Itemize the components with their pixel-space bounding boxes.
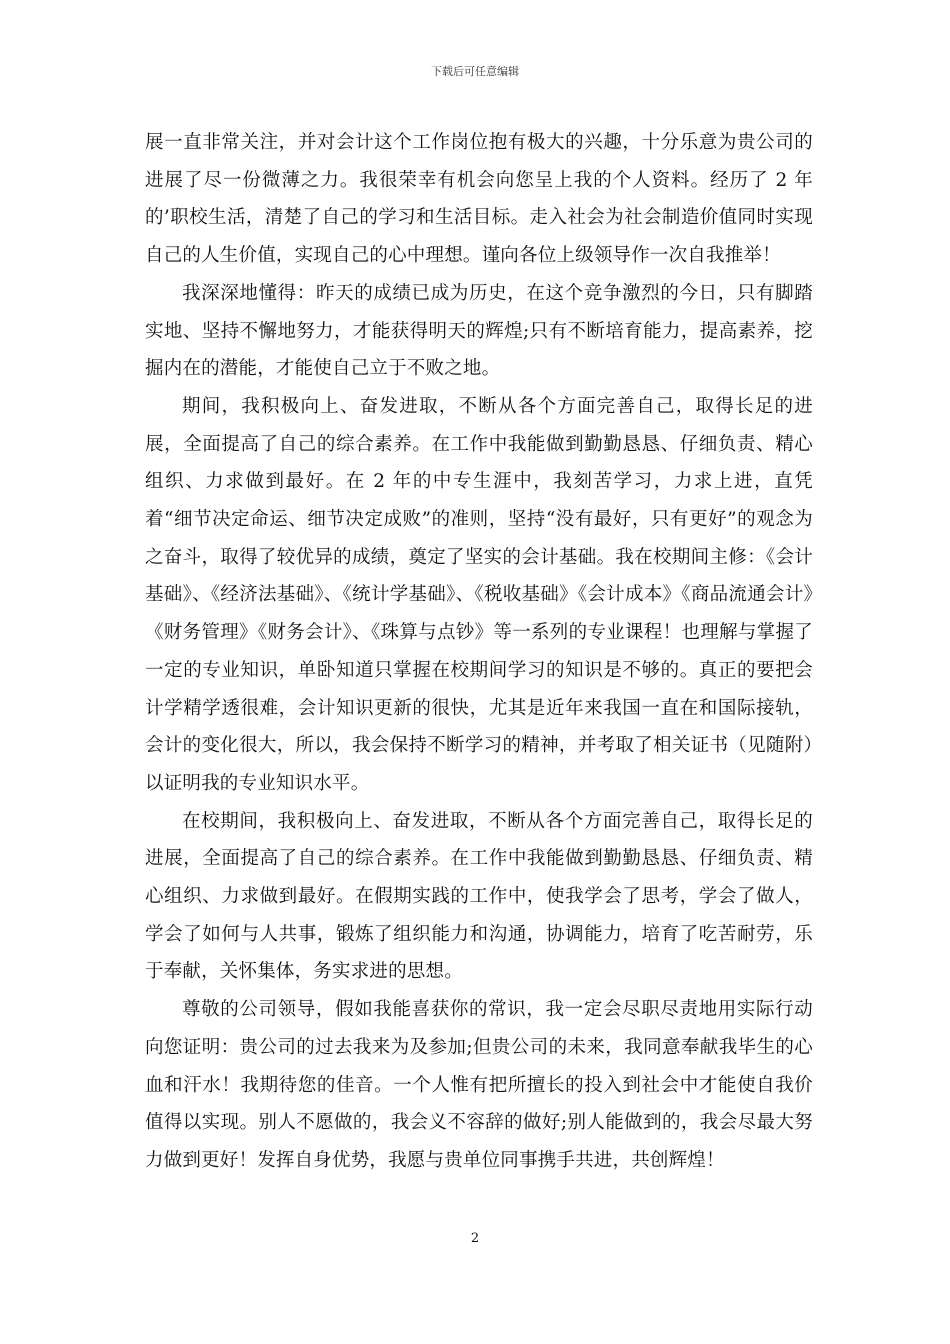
paragraph-understanding: 我深深地懂得：昨天的成绩已成为历史，在这个竞争激烈的今日，只有脚踏实地、坚持不懈地努力，才能获得明天的辉煌;只有不断培育能力，提高素养，挖掘内在的潜能，才能使自己立于不败之地。 bbox=[145, 282, 813, 380]
paragraph-intro-continuation: 展一直非常关注，并对会计这个工作岗位抱有极大的兴趣，十分乐意为贵公司的进展了尽一份微薄之力。我很荣幸有机会向您呈上我的个人资料。经历了 2 年的’职校生活，清楚了自己的学习和生活目标。走入社会为社会制造价值同时实现自己的人生价值，实现自己的心中理想。谨向各位上级领导作一次自我推举！ bbox=[145, 132, 813, 267]
document-body bbox=[145, 124, 813, 1180]
page-header: 下载后可任意编辑 bbox=[431, 65, 519, 78]
paragraph-study-period: 期间，我积极向上、奋发进取，不断从各个方面完善自己，取得长足的进展，全面提高了自己的综合素养。在工作中我能做到勤勤恳恳、仔细负责、精心组织、力求做到最好。在 2 年的中专生涯中，我刻苦学习，力求上进，直凭着“细节决定命运、细节决定成败”的准则，坚持“没有最好，只有更好”的观念为之奋斗，取得了较优异的成绩，奠定了坚实的会计基础。我在校期间主修：《会计基础》、《经济法基础》、《统计学基础》、《税收基础》《会计成本》《商品流通会计》《财务管理》《财务会计》、《珠算与点钞》等一系列的专业课程！也理解与掌握了一定的专业知识，单卧知道只掌握在校期间学习的知识是不够的。真正的要把会计学精学透很难，会计知识更新的很快，尤其是近年来我国一直在和国际接轨，会计的变化很大，所以，我会保持不断学习的精神，并考取了相关证书（见随附）以证明我的专业知识水平。 bbox=[145, 395, 813, 794]
page-number: 2 bbox=[470, 1231, 480, 1246]
paragraph-closing: 尊敬的公司领导，假如我能喜获你的常识，我一定会尽职尽责地用实际行动向您证明：贵公司的过去我来为及参加;但贵公司的未来，我同意奉献我毕生的心血和汗水！我期待您的佳音。一个人惟有把所擅长的投入到社会中才能使自我价值得以实现。别人不愿做的，我会义不容辞的做好;别人能做到的，我会尽最大努力做到更好！发挥自身优势，我愿与贵单位同事携手共进，共创辉煌！ bbox=[145, 999, 813, 1171]
paragraph-school-practice: 在校期间，我积极向上、奋发进取，不断从各个方面完善自己，取得长足的进展，全面提高了自己的综合素养。在工作中我能做到勤勤恳恳、仔细负责、精心组织、力求做到最好。在假期实践的工作中，使我学会了思考，学会了做人，学会了如何与人共事，锻炼了组织能力和沟通，协调能力，培育了吃苦耐劳，乐于奉献，关怀集体，务实求进的思想。 bbox=[145, 810, 813, 983]
